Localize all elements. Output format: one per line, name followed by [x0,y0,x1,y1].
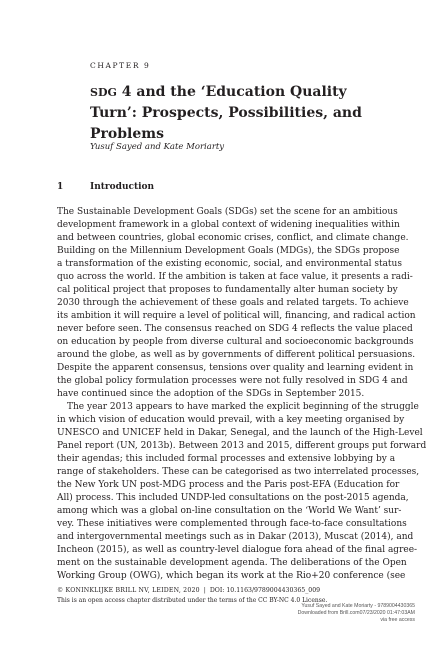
body-line: vey. These initiatives were complemented through face-to-face consultations [57,519,407,529]
chapter-title [90,81,390,145]
chapter-label: CHAPTER 9 [90,61,151,70]
body-line: and between countries, global economic crises, conflict, and climate change. [57,233,409,243]
body-line: range of stakeholders. These can be categorised as two interrelated processes, [57,467,420,477]
body-line: Working Group (OWG), which began its work at the Rio+20 conference (see [57,571,406,581]
body-line: Despite the apparent consensus, tensions over quality and learning evident in [57,363,414,373]
access-line: Yusuf Sayed and Kate Moriarty - 9789004430365 [301,603,415,609]
body-text [57,206,427,583]
chapter-title-rest: 4 and the ‘Education Quality Turn’: Prospects, Possibilities, and Problems [90,84,362,142]
body-line: a transformation of the existing economic, social, and environmental status [57,259,402,269]
body-line: never before seen. The consensus reached on SDG 4 reflects the value placed [57,324,413,334]
section-number: 1 [57,182,64,192]
body-line: 2030 through the achievement of these goals and related targets. To achieve [57,298,409,308]
copyright-notice: © KONINKLIJKE BRILL NV, LEIDEN, 2020 [57,587,200,594]
access-line: Downloaded from Brill.com07/23/2020 01:47:03AM [297,610,415,616]
chapter-title-prefix: sdg [90,82,117,100]
body-line: have continued since the adoption of the SDGs in September 2015. [57,389,365,399]
body-line: ment on the sustainable development agenda. The deliberations of the Open [57,558,407,568]
body-line: UNESCO and UNICEF held in Dakar, Senegal, and the launch of the High-Level [57,428,423,438]
chapter-authors: Yusuf Sayed and Kate Moriarty [90,142,225,152]
footer-separator: | [203,587,206,594]
body-line: The Sustainable Development Goals (SDGs) set the scene for an ambitious [57,207,398,217]
section-title: Introduction [90,182,155,192]
body-line: the New York UN post-MDG process and the Paris post-EFA (Education for [57,480,400,490]
license-notice: This is an open access chapter distributed under the terms of the CC BY-NC 4.0 License. [57,597,328,604]
body-line: Panel report (UN, 2013b). Between 2013 and 2015, different groups put forward [57,441,427,451]
page-footer [57,587,397,595]
body-line: quo across the world. If the ambition is taken at face value, it presents a radi- [57,272,413,282]
body-line: around the globe, as well as by governments of different political persuasions. [57,350,416,360]
body-line: its ambition it will require a level of political will, financing, and radical action [57,311,416,321]
access-stamp [298,603,415,624]
body-line: in which vision of education would prevail, with a key meeting organised by [57,415,405,425]
body-line: The year 2013 appears to have marked the explicit beginning of the struggle [67,402,419,412]
body-line: All) process. This included UNDP-led consultations on the post-2015 agenda, [57,493,409,503]
doi-text: DOI: 10.1163/9789004430365_009 [209,587,321,594]
body-line: among which was a global on-line consultation on the ‘World We Want’ sur- [57,506,402,516]
body-line: on education by people from diverse cultural and socioeconomic backgrounds [57,337,414,347]
body-line: Incheon (2015), as well as country-level dialogue fora ahead of the final agree- [57,545,418,555]
body-line: their agendas; this included formal processes and extensive lobbying by a [57,454,396,464]
body-line: Building on the Millennium Development Goals (MDGs), the SDGs propose [57,246,400,256]
body-line: cal political project that proposes to fundamentally alter human society by [57,285,398,295]
body-line: the global policy formulation processes were not fully resolved in SDG 4 and [57,376,408,386]
body-line: development framework in a global context of widening inequalities within [57,220,400,230]
body-line: and intergovernmental meetings such as in Dakar (2013), Muscat (2014), and [57,532,414,542]
access-line: via free access [380,617,415,623]
